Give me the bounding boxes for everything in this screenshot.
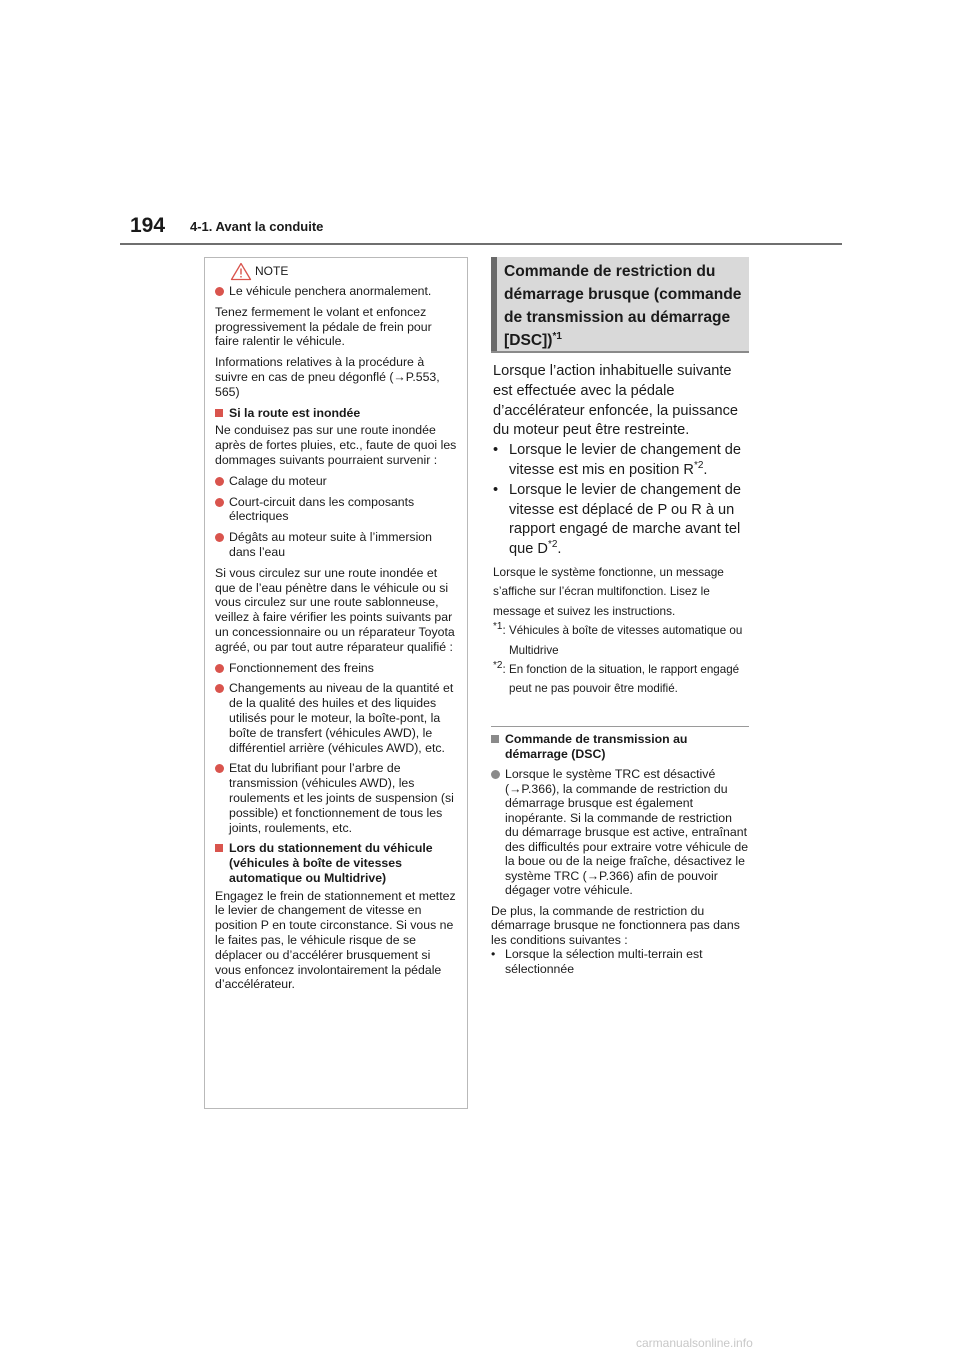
bullet-dot: •	[493, 481, 499, 498]
section-title	[504, 260, 742, 352]
bullet-dot: •	[491, 947, 496, 961]
header-rule	[120, 243, 842, 245]
note-bullet	[215, 661, 457, 676]
bullet-end: .	[703, 461, 708, 478]
red-dot-icon	[215, 477, 224, 486]
note-paragraph: Engagez le frein de stationnement et mettez le levier de changement de vitesse en position P en toute circonstance. Si vous ne le faites pas, le véhicule risque de se déplacer ou d’accélérer brusquement si vous enfoncez involontairement la pédale d’accélérateur.	[215, 888, 456, 992]
warning-triangle-icon	[230, 262, 252, 281]
note-paragraph: Si vous circulez sur une route inondée et que de l’eau pénètre dans le véhicule ou si vous circulez sur une route sablonneuse, veillez à faire vérifier les points suivants par un concessionnaire ou un réparateur Toyota agréé, ou par tout autre réparateur qualifié :	[215, 565, 455, 654]
footnote-ref: *2	[693, 460, 704, 472]
section-title-text: Commande de restriction du démarrage brusque (commande de transmission au démarrage [DSC])	[504, 263, 742, 349]
red-dot-icon	[215, 664, 224, 673]
red-dot-icon	[215, 764, 224, 773]
note-text: Court-circuit dans les composants électriques	[229, 494, 415, 524]
red-dot-icon	[215, 684, 224, 693]
red-dot-icon	[215, 533, 224, 542]
note-paragraph: Tenez fermement le volant et enfoncez progressivement la pédale de frein pour faire ralentir le véhicule.	[215, 304, 432, 349]
note-heading	[215, 406, 457, 421]
gray-dot-icon	[491, 770, 500, 779]
dsc-paragraph: De plus, la commande de restriction du démarrage brusque ne fonctionnera pas dans les conditions suivantes :	[491, 903, 740, 947]
dsc-bullet	[491, 767, 749, 898]
title-footnote-ref: *1	[552, 330, 562, 342]
footnote-key: $^{*1}$:	[493, 621, 506, 638]
intro-bullet	[493, 441, 751, 481]
section-label: 4-1. Avant la conduite	[190, 219, 324, 234]
note-heading	[215, 841, 457, 885]
watermark: carmanualsonline.info	[636, 1336, 753, 1350]
note-header	[205, 258, 467, 282]
note-text: Etat du lubrifiant pour l’arbre de transmission (véhicules AWD), les roulements et les joints de suspension (si possible) et fonctionnement de tous les joints, roulements, etc.	[229, 761, 454, 835]
note-box	[204, 257, 468, 1109]
dsc-subbullet	[491, 947, 749, 976]
message-paragraph: Lorsque le système fonctionne, un message s’affiche sur l’écran multifonction. Lisez le message et suivez les instructions.	[493, 564, 724, 618]
footnote	[493, 621, 751, 660]
dsc-heading-text: Commande de transmission au démarrage (DSC)	[505, 732, 688, 761]
note-paragraph: Ne conduisez pas sur une route inondée après de fortes pluies, etc., faute de quoi les dommages suivants pourraient survenir :	[215, 423, 457, 467]
footnote	[493, 660, 751, 699]
note-heading-text: Si la route est inondée	[229, 405, 361, 420]
red-dot-icon	[215, 498, 224, 507]
dsc-subbullet-text: Lorsque la sélection multi-terrain est sélectionnée	[505, 947, 703, 976]
intro-paragraph: Lorsque l’action inhabituelle suivante est effectuée avec la pédale d’accélérateur enfoncée, la puissance du moteur peut être restreinte.	[493, 363, 739, 439]
red-square-icon	[215, 409, 223, 417]
intro-bullet	[493, 481, 751, 560]
bullet-end: .	[557, 541, 562, 558]
section-divider	[491, 726, 749, 727]
note-text: Fonctionnement des freins	[229, 660, 374, 675]
red-square-icon	[215, 844, 223, 852]
gray-square-icon	[491, 735, 499, 743]
note-bullet	[215, 495, 457, 525]
note-label: NOTE	[255, 264, 289, 278]
note-bullet	[215, 761, 457, 835]
red-dot-icon	[215, 287, 224, 296]
note-text: Dégâts au moteur suite à l’immersion dans l’eau	[229, 530, 432, 559]
note-paragraph: Informations relatives à la procédure à suivre en cas de pneu dégonflé (→P.553, 565)	[215, 355, 440, 399]
dsc-block	[491, 732, 749, 976]
note-bullet	[215, 284, 457, 299]
dsc-bullet-text: Lorsque le système TRC est désactivé (→P.366), la commande de restriction du démarrage brusque est également inopérante. Si la commande de restriction du démarrage brusque est active, entraînant des difficultés pour extraire votre véhicule de la boue ou de la neige fraîche, désactivez le système TRC (→P.366) afin de pouvoir dégager votre véhicule.	[505, 767, 749, 897]
footnote-text: Véhicules à boîte de vitesses automatique ou Multidrive	[509, 624, 743, 657]
message-block	[493, 563, 751, 621]
note-bullet	[215, 681, 457, 755]
bullet-dot: •	[493, 442, 499, 459]
page-number: 194	[130, 214, 166, 237]
dsc-heading	[491, 732, 749, 761]
footnote-key: $^{*2}$:	[493, 660, 506, 676]
title-accent-bar	[491, 257, 497, 351]
section-title-box	[491, 257, 749, 353]
footnote-text: En fonction de la situation, le rapport engagé peut ne pas pouvoir être modifié.	[509, 663, 740, 696]
intro-block	[493, 362, 751, 560]
note-bullet	[215, 474, 457, 489]
intro-bullet-text: Lorsque le levier de changement de vitesse est déplacé de P ou R à un rapport engagé de marche avant tel que D	[509, 481, 742, 558]
note-text: Changements au niveau de la quantité et de la qualité des huiles et des liquides utilisés pour le moteur, la boîte-pont, la boîte de transfert (véhicules AWD), le différentiel arrière (véhicules AWD), etc.	[229, 681, 454, 755]
footnote-ref: *2	[547, 539, 558, 551]
note-bullet	[215, 530, 457, 560]
intro-bullet-text: Lorsque le levier de changement de vitesse est mis en position R	[509, 442, 742, 478]
note-text: Calage du moteur	[229, 473, 327, 488]
right-column	[493, 362, 751, 699]
note-text: Le véhicule penchera anormalement.	[229, 284, 432, 298]
note-heading-text: Lors du stationnement du véhicule (véhicules à boîte de vitesses automatique ou Multidrive)	[229, 841, 433, 885]
